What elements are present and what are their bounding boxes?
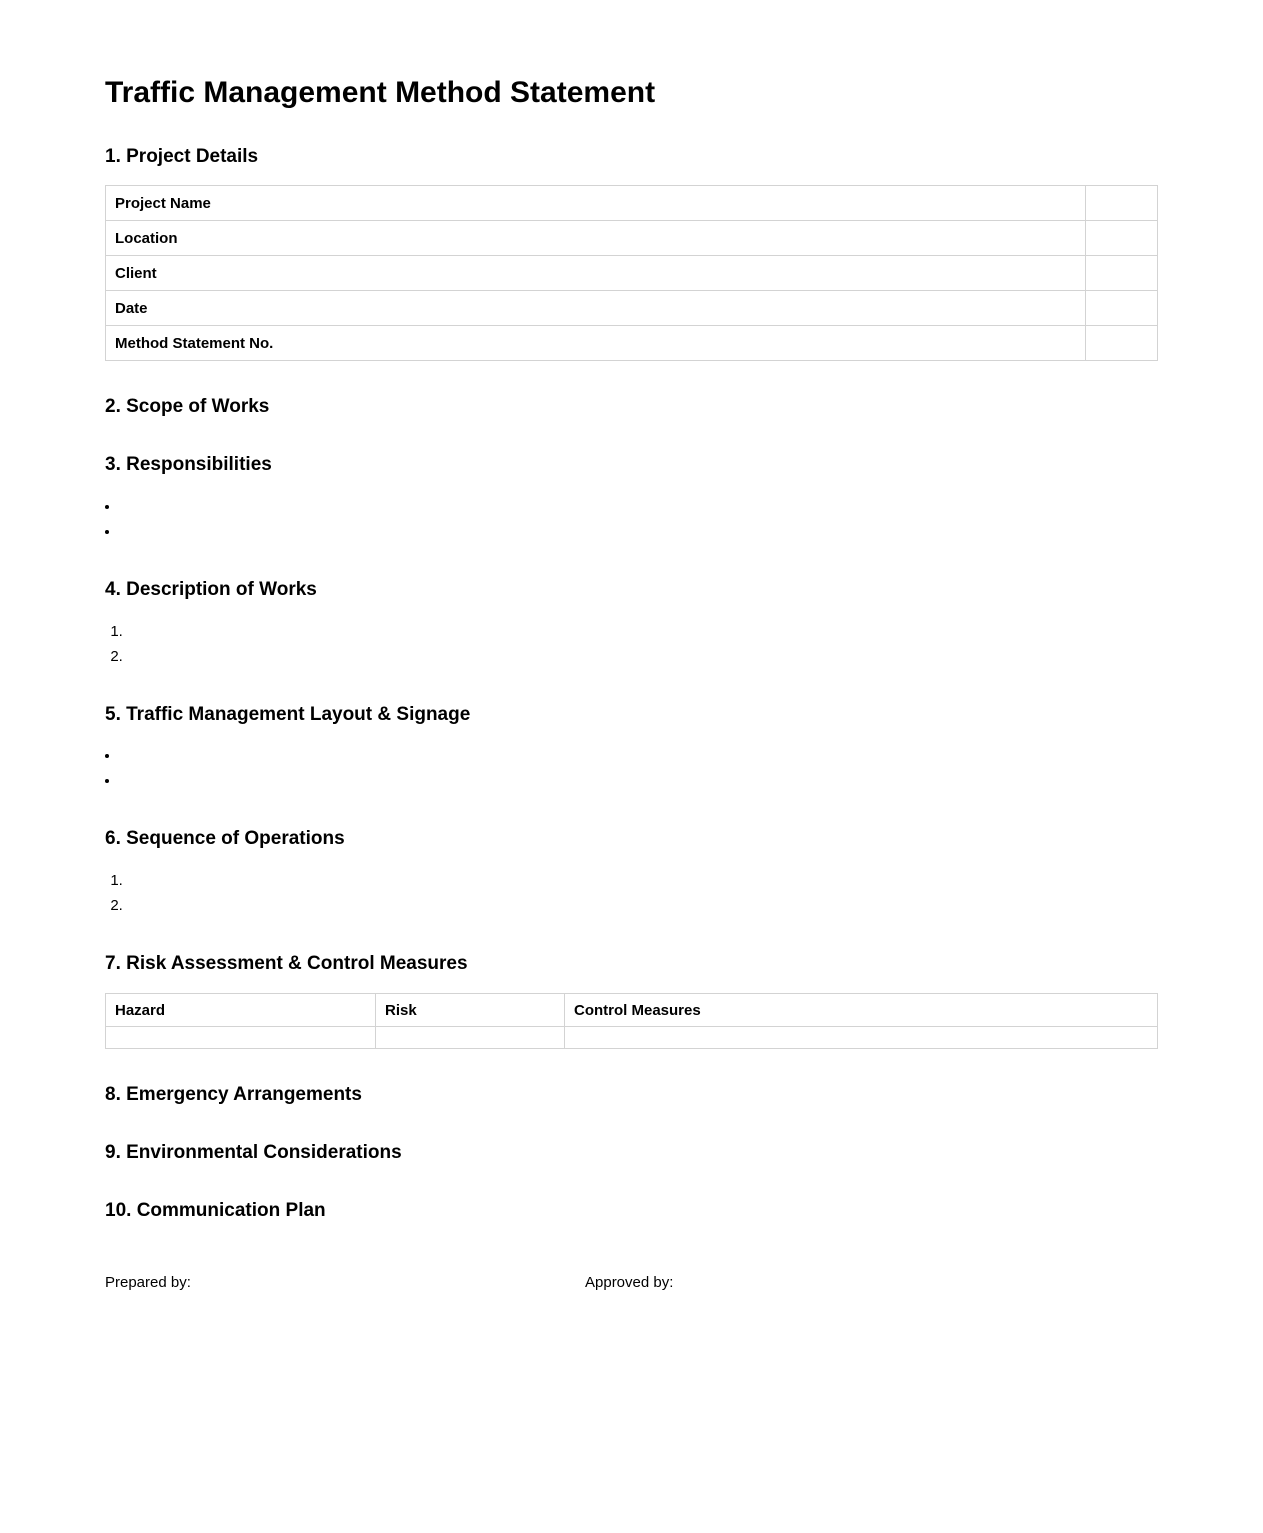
date-label-cell: Date [106, 291, 1086, 326]
section-heading-environmental-considerations: 9. Environmental Considerations [105, 1141, 402, 1163]
project-name-value-cell [1086, 186, 1158, 221]
signoff-row [105, 1274, 1158, 1292]
column-header-control-measures: Control Measures [565, 994, 1158, 1027]
section-heading-communication-plan: 10. Communication Plan [105, 1199, 326, 1221]
page-title: Traffic Management Method Statement [105, 76, 656, 109]
client-value-cell [1086, 256, 1158, 291]
table-row [106, 221, 1158, 256]
section-heading-emergency-arrangements: 8. Emergency Arrangements [105, 1084, 362, 1106]
section-heading-scope-of-works: 2. Scope of Works [105, 396, 270, 418]
list-item [120, 494, 1158, 519]
date-value-cell [1086, 291, 1158, 326]
risk-assessment-table [105, 993, 1158, 1049]
list-item [120, 768, 1158, 793]
risk-cell [376, 1027, 565, 1049]
column-header-hazard: Hazard [106, 994, 376, 1027]
table-row [106, 186, 1158, 221]
method-statement-no-label-cell: Method Statement No. [106, 326, 1086, 361]
prepared-by-label: Prepared by: [105, 1274, 191, 1292]
section-heading-sequence-of-operations: 6. Sequence of Operations [105, 828, 345, 850]
table-row [106, 1027, 1158, 1049]
section-heading-traffic-management-layout: 5. Traffic Management Layout & Signage [105, 703, 471, 725]
list-item [120, 519, 1158, 544]
client-label-cell: Client [106, 256, 1086, 291]
approved-by-label: Approved by: [585, 1274, 674, 1292]
control-measures-cell [565, 1027, 1158, 1049]
location-label-cell: Location [106, 221, 1086, 256]
method-statement-no-value-cell [1086, 326, 1158, 361]
project-name-label-cell: Project Name [106, 186, 1086, 221]
table-row [106, 291, 1158, 326]
sequence-of-operations-list [105, 868, 1158, 918]
table-row [106, 326, 1158, 361]
list-item [127, 893, 1158, 918]
list-item [127, 644, 1158, 669]
list-item [120, 743, 1158, 768]
list-item [127, 619, 1158, 644]
table-header-row [106, 994, 1158, 1027]
column-header-risk: Risk [376, 994, 565, 1027]
list-item [127, 868, 1158, 893]
section-heading-responsibilities: 3. Responsibilities [105, 454, 272, 476]
section-heading-project-details: 1. Project Details [105, 145, 259, 167]
section-heading-description-of-works: 4. Description of Works [105, 578, 317, 600]
hazard-cell [106, 1027, 376, 1049]
table-row [106, 256, 1158, 291]
description-of-works-list [105, 619, 1158, 669]
responsibilities-list [105, 494, 1158, 544]
section-heading-risk-assessment: 7. Risk Assessment & Control Measures [105, 953, 468, 975]
project-details-table [105, 185, 1158, 361]
layout-signage-list [105, 743, 1158, 793]
location-value-cell [1086, 221, 1158, 256]
